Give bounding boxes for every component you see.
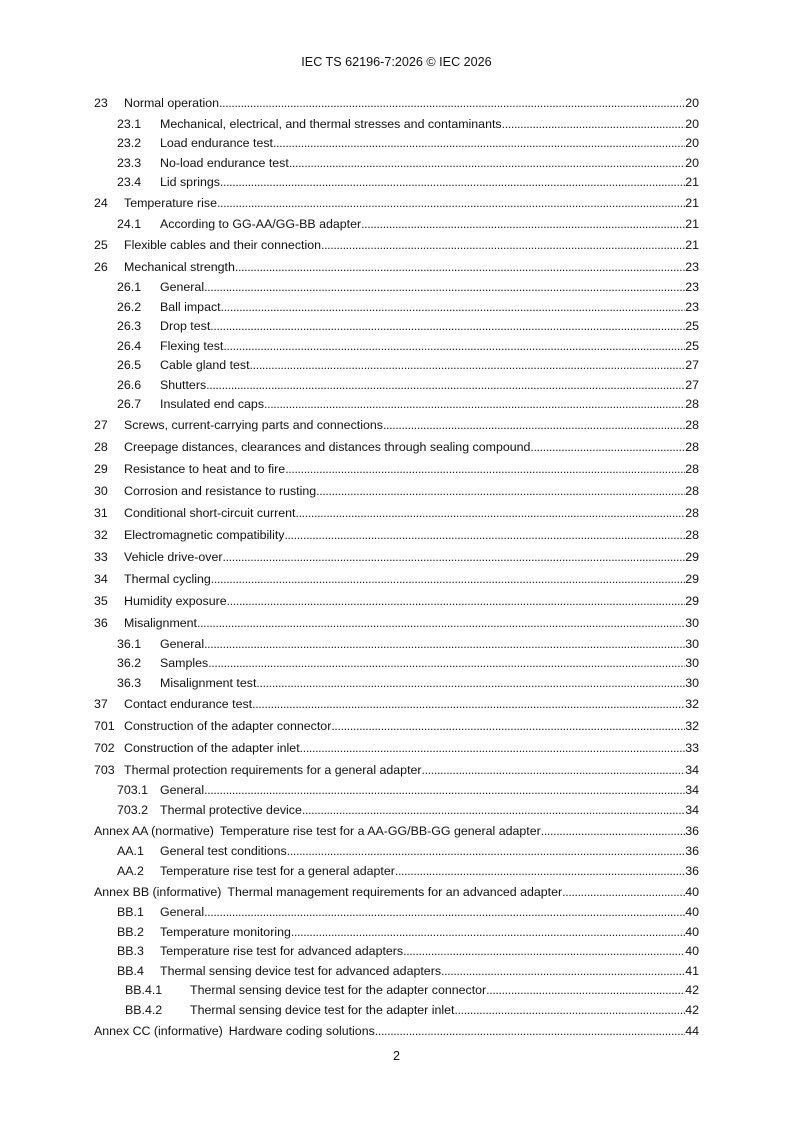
dot-leader	[300, 741, 686, 755]
toc-entry-number: 30	[94, 484, 108, 498]
toc-entry-number: 702	[94, 740, 115, 755]
toc-entry[interactable]	[94, 297, 699, 317]
toc-entry-title: Mechanical, electrical, and thermal stresses and contaminants	[160, 116, 502, 131]
toc-entry-number: 36	[94, 616, 108, 630]
toc-entry[interactable]	[94, 214, 699, 234]
toc-entry-number: 26.1	[117, 280, 142, 295]
toc-entry[interactable]	[94, 395, 699, 415]
toc-entry-title: Thermal sensing device test for advanced adapters	[160, 963, 442, 978]
dot-leader	[454, 1003, 685, 1017]
toc-entry-page: 42	[685, 983, 699, 998]
toc-entry-page: 36	[685, 823, 699, 838]
toc-entry[interactable]	[94, 356, 699, 376]
toc-entry-number: 26.6	[117, 377, 142, 392]
toc-entry-title: Conditional short-circuit current	[124, 506, 296, 520]
toc-entry[interactable]	[94, 173, 699, 193]
toc-entry[interactable]	[94, 903, 699, 923]
toc-entry[interactable]	[94, 502, 699, 524]
toc-entry-number: 23.3	[117, 155, 142, 170]
toc-entry-number: 26.7	[117, 397, 142, 412]
toc-entry-number: 24	[94, 196, 108, 210]
toc-entry-number: BB.2	[117, 924, 144, 939]
dot-leader	[204, 905, 685, 919]
dot-leader	[204, 637, 685, 651]
toc-entry-title: No-load endurance test	[160, 155, 289, 170]
dot-leader	[321, 238, 685, 252]
toc-entry-page: 28	[685, 397, 699, 412]
toc-entry[interactable]	[94, 1000, 699, 1020]
toc-entry-title: General	[160, 636, 205, 651]
toc-entry-number: 29	[94, 462, 108, 476]
toc-entry-page: 23	[685, 259, 699, 274]
toc-entry-title: Samples	[160, 656, 209, 671]
dot-leader	[289, 156, 685, 170]
toc-entry-page: 36	[685, 844, 699, 859]
toc-entry[interactable]	[94, 842, 699, 862]
toc-entry-page: 20	[685, 136, 699, 151]
toc-entry-title: Contact endurance test	[124, 696, 253, 711]
dot-leader	[221, 300, 686, 314]
toc-entry[interactable]	[94, 414, 699, 436]
toc-entry-number: 27	[94, 418, 108, 432]
dot-leader	[562, 885, 685, 899]
toc-entry-title: Creepage distances, clearances and distances through sealing compound	[124, 440, 531, 454]
dot-leader	[403, 944, 685, 958]
toc-entry-number: AA.2	[117, 863, 144, 878]
dot-leader	[441, 964, 685, 978]
dot-leader	[250, 358, 686, 372]
dot-leader	[235, 260, 685, 274]
toc-entry-number: 34	[94, 572, 108, 586]
toc-entry-number: 32	[94, 528, 108, 542]
toc-entry-title: Temperature monitoring	[160, 924, 291, 939]
dot-leader	[211, 572, 685, 586]
toc-entry-page: 40	[685, 924, 699, 939]
toc-entry[interactable]	[94, 820, 699, 842]
running-header: IEC TS 62196-7:2026 © IEC 2026	[301, 55, 492, 69]
toc-entry-page: 42	[685, 1002, 699, 1017]
toc-entry[interactable]	[94, 654, 699, 674]
dot-leader	[541, 824, 685, 838]
dot-leader	[287, 844, 685, 858]
dot-leader	[302, 803, 685, 817]
toc-entry-title: Temperature rise test for advanced adapters	[160, 944, 404, 959]
toc-entry[interactable]	[94, 278, 699, 298]
dot-leader	[285, 462, 685, 476]
toc-entry-page: 27	[685, 377, 699, 392]
toc-entry-page: 41	[685, 963, 699, 978]
toc-entry[interactable]	[94, 134, 699, 154]
toc-entry[interactable]	[94, 942, 699, 962]
toc-entry-page: 44	[685, 1023, 699, 1038]
toc-entry-page: 36	[685, 863, 699, 878]
toc-entry[interactable]	[94, 92, 699, 114]
toc-entry-title: Mechanical strength	[124, 259, 235, 274]
toc-entry-number: 26	[94, 259, 108, 274]
toc-entry-page: 40	[685, 884, 699, 899]
toc-entry-page: 30	[685, 675, 699, 690]
toc-entry-title: Thermal sensing device test for the adapter inlet	[190, 1002, 455, 1017]
toc-entry-page: 30	[685, 636, 699, 651]
toc-entry-title: Shutters	[160, 377, 207, 392]
toc-entry-number: 36.2	[117, 656, 142, 671]
toc-entry[interactable]	[94, 693, 699, 715]
toc-entry[interactable]	[94, 737, 699, 759]
toc-entry[interactable]	[94, 524, 699, 546]
toc-entry-page: 30	[685, 656, 699, 671]
dot-leader	[210, 319, 685, 333]
toc-entry-title: Thermal protection requirements for a general adapter	[124, 762, 422, 777]
toc-entry-title: Hardware coding solutions	[228, 1023, 375, 1038]
toc-entry-title: Lid springs	[160, 175, 220, 190]
toc-entry-number: 26.5	[117, 358, 142, 373]
toc-entry[interactable]	[94, 546, 699, 568]
table-of-contents	[94, 92, 699, 1042]
toc-entry[interactable]	[94, 715, 699, 737]
toc-entry[interactable]	[94, 612, 699, 634]
dot-leader	[331, 719, 685, 733]
toc-entry-title: Drop test	[160, 319, 211, 334]
toc-entry[interactable]	[94, 234, 699, 256]
toc-entry-page: 21	[685, 237, 699, 252]
toc-entry-page: 32	[685, 718, 699, 733]
dot-leader	[273, 136, 685, 150]
toc-entry-number: 24.1	[117, 216, 142, 231]
dot-leader	[227, 594, 686, 608]
toc-entry[interactable]	[94, 317, 699, 337]
toc-entry-page: 21	[685, 216, 699, 231]
toc-entry-title: Thermal protective device	[160, 802, 302, 817]
toc-entry-number: 36.1	[117, 636, 142, 651]
toc-entry-title: Thermal sensing device test for the adapter connector	[190, 983, 487, 998]
dot-leader	[486, 983, 685, 997]
toc-entry[interactable]	[94, 781, 699, 801]
page-number: 2	[392, 1049, 400, 1063]
dot-leader	[252, 697, 685, 711]
toc-entry-number: 23.1	[117, 116, 142, 131]
toc-entry-page: 21	[685, 196, 699, 210]
dot-leader	[217, 196, 685, 210]
toc-entry-number: BB.4	[117, 963, 144, 978]
toc-entry-title: Thermal management requirements for an advanced adapter	[227, 884, 563, 899]
toc-entry-title: General	[160, 905, 205, 920]
toc-entry-number: AA.1	[117, 844, 144, 859]
toc-entry-title: Vehicle drive-over	[124, 550, 223, 564]
toc-entry-title: Cable gland test	[160, 358, 250, 373]
toc-entry-number: BB.4.2	[125, 1002, 163, 1017]
toc-entry-number: Annex BB (informative)	[94, 884, 222, 899]
toc-entry-title: Misalignment	[124, 616, 197, 630]
toc-entry[interactable]	[94, 375, 699, 395]
toc-entry-page: 28	[685, 418, 699, 432]
toc-entry-title: Construction of the adapter inlet	[124, 740, 300, 755]
toc-entry-page: 25	[685, 319, 699, 334]
toc-entry-page: 28	[685, 528, 699, 542]
toc-entry[interactable]	[94, 634, 699, 654]
dot-leader	[204, 280, 685, 294]
toc-entry-number: 35	[94, 594, 108, 608]
toc-entry-number: 26.3	[117, 319, 142, 334]
toc-entry-title: Temperature rise test for a AA-GG/BB-GG general adapter	[219, 823, 541, 838]
toc-entry-title: General	[160, 280, 205, 295]
dot-leader	[197, 616, 685, 630]
dot-leader	[502, 117, 686, 131]
toc-entry-title: Load endurance test	[160, 136, 273, 151]
toc-entry-page: 21	[685, 175, 699, 190]
dot-leader	[316, 484, 685, 498]
dot-leader	[204, 783, 685, 797]
toc-entry[interactable]	[94, 590, 699, 612]
toc-entry-number: 703	[94, 762, 115, 777]
toc-entry-number: Annex AA (normative)	[94, 823, 214, 838]
toc-entry-title: Temperature rise test for a general adapter	[160, 863, 395, 878]
toc-entry-page: 40	[685, 944, 699, 959]
toc-entry-number: BB.4.1	[125, 983, 163, 998]
toc-entry[interactable]	[94, 436, 699, 458]
toc-entry-number: 25	[94, 237, 108, 252]
dot-leader	[206, 378, 685, 392]
toc-entry-title: Humidity exposure	[124, 594, 227, 608]
dot-leader	[219, 96, 685, 110]
toc-entry-number: 36.3	[117, 675, 142, 690]
toc-entry-title: Misalignment test	[160, 675, 257, 690]
toc-entry[interactable]	[94, 153, 699, 173]
toc-entry-number: 33	[94, 550, 108, 564]
toc-entry[interactable]	[94, 981, 699, 1001]
toc-entry[interactable]	[94, 480, 699, 502]
toc-entry[interactable]	[94, 336, 699, 356]
toc-entry-page: 40	[685, 905, 699, 920]
toc-entry-title: Resistance to heat and to fire	[124, 462, 286, 476]
toc-entry-number: BB.1	[117, 905, 144, 920]
toc-entry-number: 23.2	[117, 136, 142, 151]
toc-entry-page: 28	[685, 462, 699, 476]
toc-entry-page: 29	[685, 572, 699, 586]
toc-entry[interactable]	[94, 800, 699, 820]
toc-entry-title: Flexible cables and their connection	[124, 237, 321, 252]
toc-entry[interactable]	[94, 114, 699, 134]
dot-leader	[220, 175, 685, 189]
toc-entry-page: 30	[685, 616, 699, 630]
toc-entry-page: 20	[685, 96, 699, 110]
toc-entry-number: 37	[94, 696, 108, 711]
dot-leader	[422, 763, 686, 777]
toc-entry[interactable]	[94, 673, 699, 693]
toc-entry-title: Construction of the adapter connector	[124, 718, 332, 733]
toc-entry-page: 29	[685, 594, 699, 608]
toc-entry-number: 23	[94, 96, 108, 110]
toc-entry-title: Screws, current-carrying parts and connections	[124, 418, 383, 432]
dot-leader	[284, 528, 685, 542]
toc-entry-title: Electromagnetic compatibility	[124, 528, 285, 542]
toc-entry-page: 28	[685, 440, 699, 454]
toc-entry[interactable]	[94, 458, 699, 480]
toc-entry-title: Insulated end caps	[160, 397, 265, 412]
dot-leader	[256, 676, 685, 690]
dot-leader	[530, 440, 685, 454]
toc-entry-page: 25	[685, 338, 699, 353]
toc-entry-title: Temperature rise	[124, 196, 217, 210]
dot-leader	[395, 864, 685, 878]
toc-entry-page: 34	[685, 762, 699, 777]
toc-entry[interactable]	[94, 961, 699, 981]
dot-leader	[222, 550, 685, 564]
toc-entry-title: According to GG-AA/GG-BB adapter	[160, 216, 362, 231]
toc-entry[interactable]	[94, 759, 699, 781]
toc-entry-number: 23.4	[117, 175, 142, 190]
toc-entry[interactable]	[94, 256, 699, 278]
toc-entry-title: Thermal cycling	[124, 572, 211, 586]
toc-entry[interactable]	[94, 861, 699, 881]
toc-entry-page: 29	[685, 550, 699, 564]
toc-entry-page: 28	[685, 484, 699, 498]
toc-entry-title: General	[160, 783, 205, 798]
toc-entry-title: Normal operation	[124, 96, 220, 110]
toc-entry-page: 28	[685, 506, 699, 520]
toc-entry[interactable]	[94, 1020, 699, 1042]
toc-entry-number: 703.1	[117, 783, 149, 798]
toc-entry-number: 26.4	[117, 338, 142, 353]
toc-entry-title: General test conditions	[160, 844, 287, 859]
toc-entry-number: 26.2	[117, 299, 142, 314]
toc-entry-page: 33	[685, 740, 699, 755]
toc-entry-number: Annex CC (informative)	[94, 1023, 223, 1038]
toc-entry-title: Flexing test	[160, 338, 224, 353]
dot-leader	[223, 339, 685, 353]
toc-entry[interactable]	[94, 568, 699, 590]
toc-entry-page: 34	[685, 802, 699, 817]
dot-leader	[361, 217, 685, 231]
toc-entry-number: 31	[94, 506, 108, 520]
dot-leader	[295, 506, 685, 520]
toc-entry-title: Ball impact	[160, 299, 221, 314]
toc-entry[interactable]	[94, 881, 699, 903]
toc-entry[interactable]	[94, 922, 699, 942]
dot-leader	[375, 1024, 685, 1038]
toc-entry-page: 27	[685, 358, 699, 373]
dot-leader	[291, 925, 685, 939]
dot-leader	[264, 397, 685, 411]
toc-entry-number: BB.3	[117, 944, 144, 959]
toc-entry-title: Corrosion and resistance to rusting	[124, 484, 317, 498]
dot-leader	[208, 656, 685, 670]
toc-entry-page: 23	[685, 280, 699, 295]
toc-entry-number: 701	[94, 718, 115, 733]
dot-leader	[383, 418, 685, 432]
toc-entry[interactable]	[94, 192, 699, 214]
toc-entry-page: 20	[685, 116, 699, 131]
toc-entry-page: 23	[685, 299, 699, 314]
toc-entry-number: 703.2	[117, 802, 149, 817]
toc-entry-page: 34	[685, 783, 699, 798]
toc-entry-number: 28	[94, 440, 108, 454]
toc-entry-page: 20	[685, 155, 699, 170]
toc-entry-page: 32	[685, 696, 699, 711]
